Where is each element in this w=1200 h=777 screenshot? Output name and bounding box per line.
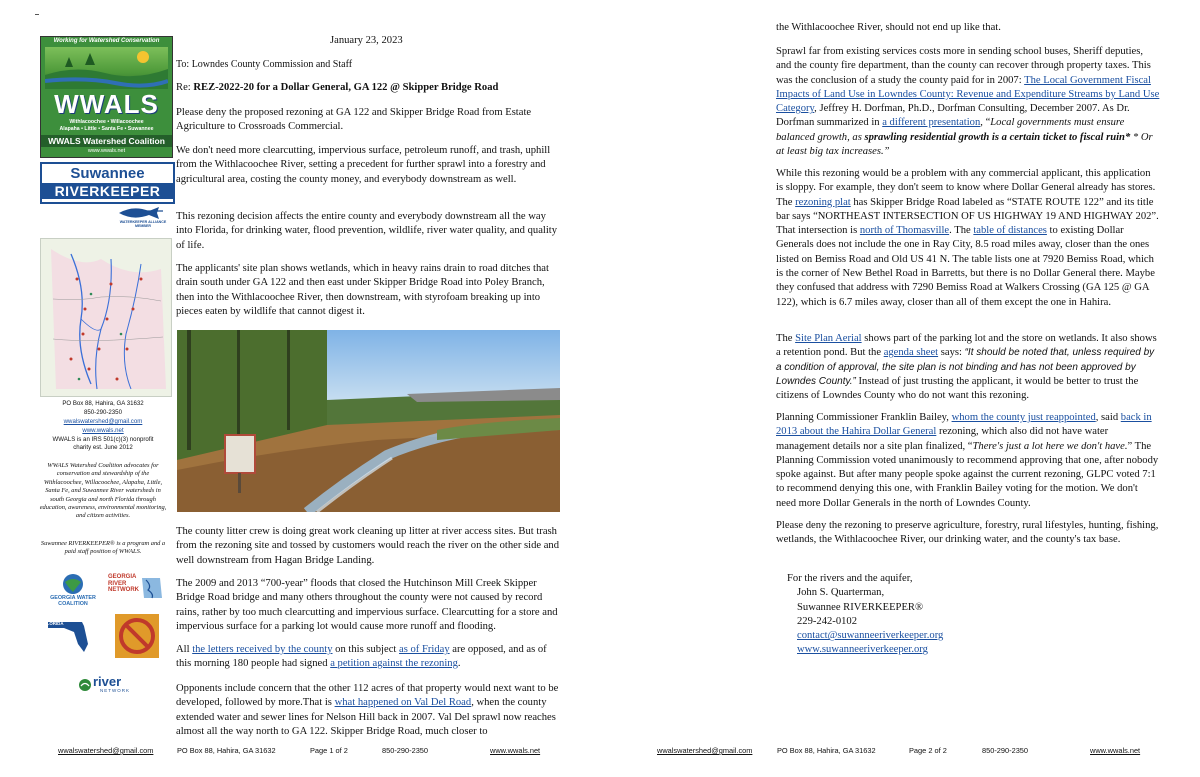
letter-to-line: To: Lowndes County Commission and Staff (176, 59, 353, 70)
p1-paragraph-6: The 2009 and 2013 “700-year” floods that closed the Hutchinson Mill Creek Skipper Bridge Road bridge and many others throughout the county were not caused by record rains, rather by too much clearcutting and impervious surface. Clearcutting for a store and impervious surface for a parking lot would cause more runoff and flooding. (176, 578, 558, 632)
p1-footer-phone: 850-290-2350 (382, 746, 429, 755)
p2-footer-phone: 850-290-2350 (982, 746, 1029, 755)
rezoning-plat-link[interactable]: rezoning plat (795, 196, 851, 208)
roadside-photo-scene (177, 330, 560, 512)
wwals-logo-coalition: WWALS Watershed Coalition (41, 135, 172, 147)
wk-florida-label: WATERKEEPERS FLORIDA (44, 616, 81, 626)
p2-1-italic-2: * Or at least big tax increases.” (776, 131, 1153, 158)
sidebar-riverkeeper-note: Suwannee RIVERKEEPER® is a program and a paid staff position of WWALS. (40, 540, 166, 556)
p1-paragraph-1: Please deny the proposed rezoning at GA 122 and Skipper Bridge Road from Estate Agriculture to Crossroads Commercial. (176, 107, 532, 133)
sidebar-web-link[interactable]: www.wwals.net (82, 427, 124, 434)
agenda-sheet-link[interactable]: agenda sheet (883, 347, 939, 359)
waterkeeper-member-label: WATERKEEPER ALLIANCE MEMBER (119, 220, 167, 229)
p1-paragraph-2: We don't need more clearcutting, impervious surface, petroleum runoff, and trash, uphill from the Withlacoochee River, setting a precedent for further sprawl into a forestry and agricultural area, costing the county money, and everybody downstream as well. (176, 145, 551, 185)
suwannee-logo-bottom: RIVERKEEPER (42, 183, 173, 199)
wwals-logo-url: www.wwals.net (87, 148, 126, 154)
p2-4-text-b: , said (1095, 412, 1121, 423)
val-del-road-link[interactable]: what happened on Val Del Road (334, 697, 472, 709)
p2-4-text-d: ” The Planning Commission voted unanimously to recommend approving that one, after nobody spoke against. But after many people spoke against the current rezoning, GLPC voted 7:1 to recommend denying this one, with Franklin Bailey voting for the motion. We don't need more Dollar Generals in the north of Lowndes County. (776, 440, 1159, 509)
p2-4-text-c: rezoning, which also did not have water management details nor a site plan finalized, “ (776, 426, 1109, 452)
wwals-logo-art (45, 47, 168, 89)
prohibited-icon (115, 614, 159, 658)
fiscal-impacts-study-link[interactable]: The Local Government Fiscal Impacts of Land Use in Lowndes County: Revenue and Expenditure Streams by Land Use Category (776, 74, 1160, 115)
p2-1-text-c: , “ (980, 117, 991, 129)
different-presentation-link[interactable]: a different presentation (882, 117, 981, 129)
signer-name: John S. Quarterman, (797, 587, 885, 599)
p8-text-a: Opponents include concern that the other 112 acres of that property would next want to be developed, followed by more.That is (176, 683, 559, 709)
signer-title: Suwannee RIVERKEEPER® (797, 601, 924, 613)
p2-paragraph-3 (776, 332, 1160, 403)
sidebar-email-link[interactable]: wwalswatershed@gmail.com (63, 418, 143, 425)
p1-paragraph-5: The county litter crew is doing great work cleaning up litter at river access sites. But trash from the rezoning site and tossed by customers would reach the river on the other side and well downstream from Hagan Bridge Landing. (176, 526, 560, 566)
p1-paragraph-4: The applicants' site plan shows wetlands, which in heavy rains drain to road ditches that drain south under GA 122 and then east under Skipper Bridge Road into Poley Branch, then into the Withlacoochee River, then downstream, with styrofoam breaking up into pieces eaten by wildlife that cannot digest it. (176, 263, 549, 317)
georgia-river-network-logo (108, 574, 164, 604)
signature-block (787, 572, 1147, 658)
p2-footer-address: PO Box 88, Hahira, GA 31632 (777, 746, 876, 755)
p2-1-bold-italic: sprawling residential growth is a certain ticket to fiscal ruin* (864, 131, 1133, 143)
sidebar-irs-note: WWALS is an IRS 501(c)(3) nonprofit charity est. June 2012 (52, 436, 154, 452)
p7-text-b: on this subject (332, 644, 400, 655)
p2-3-text-d: Instead of just trusting the applicant, it would be better to trust the citizens of Lowndes County who do not want this rezoning. (776, 375, 1139, 402)
p2-footer-email[interactable]: wwalswatershed@gmail.com (657, 746, 753, 755)
p2-2-text-a: While this rezoning would be a problem with any commercial applicant, this application is sloppy. For example, they don't seem to know where Dollar General already has stores. The (776, 168, 1156, 208)
p1-footer-address: PO Box 88, Hahira, GA 31632 (177, 746, 276, 755)
letter-date: January 23, 2023 (330, 35, 403, 46)
grn-label: GEORGIA RIVER NETWORK (108, 574, 139, 594)
wwals-logo (40, 36, 173, 158)
p2-paragraph-1 (776, 45, 1160, 159)
roadside-ditch-photo (177, 330, 560, 512)
p2-paragraph-0: the Withlacoochee River, should not end up like that. (776, 22, 1001, 33)
reappointed-link[interactable]: whom the county just reappointed (951, 412, 1096, 423)
p2-4-text-a: Planning Commissioner Franklin Bailey, (776, 412, 952, 423)
p2-2-text-c: . The (949, 225, 974, 237)
no-sabal-trail-logo (115, 614, 159, 658)
river-network-logo (78, 674, 132, 696)
p1-paragraph-7 (176, 643, 562, 672)
drop-swirl-icon (78, 678, 92, 692)
petition-link[interactable]: a petition against the rezoning (330, 658, 458, 670)
fish-icon (115, 205, 171, 221)
waterkeeper-member-badge (115, 205, 171, 229)
watershed-map (40, 238, 172, 397)
gwc-label: GEORGIA WATER COALITION (50, 595, 96, 607)
p2-3-text-a: The (776, 333, 796, 344)
p2-1-italic: Local governments must ensure balanced growth, as (776, 117, 1125, 143)
p2-1-text-a: Sprawl far from existing services costs more in sending school buses, Sheriff deputies, and the county fire department, than the county can recover through property taxes. This was the conclusion of a study the county paid for in 2007: (776, 46, 1151, 86)
watershed-map-graphic (41, 239, 171, 396)
suwannee-logo-top: Suwannee (70, 165, 145, 182)
p2-2-text-b: has Skipper Bridge Road labeled as “STATE ROUTE 122” and its title bar says “NORTHEAST INTERSECTION OF US HIGHWAY 19 AND HIGHWAY 202”. That intersection is (776, 196, 1159, 237)
p2-footer-page: Page 2 of 2 (909, 746, 947, 755)
signer-phone: 229-242-0102 (797, 615, 858, 627)
p2-4-italic: There's just a lot here we don't have. (972, 440, 1128, 452)
p7-text-a: All (176, 644, 193, 655)
p2-paragraph-2 (776, 167, 1160, 310)
p1-footer-email[interactable]: wwalswatershed@gmail.com (58, 746, 154, 755)
as-of-friday-link[interactable]: as of Friday (399, 644, 450, 655)
re-subject: REZ-2022-20 for a Dollar General, GA 122 @ Skipper Bridge Road (193, 82, 499, 93)
p8-text-b: , when the county extended water and sewer lines for Nelson Hill back in 2007. Val Del sprawl now reaches almost all the way north to GA 122. Skipper Bridge Road, much closer to (176, 697, 556, 737)
north-of-thomasville-link[interactable]: north of Thomasville (859, 225, 950, 237)
site-plan-aerial-link[interactable]: Site Plan Aerial (795, 333, 862, 344)
wwals-logo-rivers: Withlacoochee • Willacoochee Alapaha • Little • Santa Fe • Suwannee (59, 119, 154, 132)
georgia-water-coalition-logo (52, 572, 94, 610)
river-map-icon (140, 576, 164, 600)
closing-line: For the rivers and the aquifer, (787, 573, 913, 584)
table-of-distances-link[interactable]: table of distances (973, 225, 1047, 237)
p2-paragraph-4 (776, 411, 1160, 511)
p2-3-italic-quote: “It should be noted that, unless required by a condition of approval, the site plan is not binding and has not been approved by Lowndes County.” (776, 347, 1155, 387)
p2-footer-web[interactable]: www.wwals.net (1090, 746, 1141, 755)
signer-web-link[interactable]: www.suwanneeriverkeeper.org (797, 644, 928, 656)
wwals-logo-name: WWALS (54, 89, 159, 119)
sidebar-mission: WWALS Watershed Coalition advocates for conservation and stewardship of the Withlacoochee, Willacoochee, Alapaha, Little, Santa Fe, and Suwannee River watersheds in south Georgia and north Florida through education, awareness, environmental monitoring, and citizen activities. (39, 462, 167, 520)
p7-text-d: . (457, 658, 461, 670)
river-network-name: river (93, 674, 122, 689)
globe-drop-icon (52, 572, 94, 596)
wwals-logo-tagline: Working for Watershed Conservation (53, 38, 160, 44)
river-network-sub: NETWORK (100, 688, 130, 693)
corner-mark (35, 14, 39, 15)
p2-1-text-b: , Jeffrey H. Dorfman, Ph.D., Dorfman Consulting, December 2007. As Dr. Dorfman summarized in (776, 103, 1130, 129)
p2-paragraph-5: Please deny the rezoning to preserve agriculture, forestry, rural lifestyles, hunting, fishing, wetlands, the Withlacoochee River, our drinking water, and the county's tax base. (776, 520, 1159, 546)
p1-paragraph-3: This rezoning decision affects the entire county and everybody downstream all the way into Florida, for drinking water, flood prevention, wildlife, river water quality, and quality of life. (176, 211, 558, 251)
suwannee-riverkeeper-logo (40, 162, 175, 204)
hahira-dollar-general-link[interactable]: back in 2013 about the Hahira Dollar General (776, 412, 1152, 438)
signer-email-link[interactable]: contact@suwanneeriverkeeper.org (797, 630, 944, 642)
letter-re-line (176, 82, 498, 93)
p7-text-c: are opposed, and as of this morning 180 people had signed (176, 644, 547, 670)
p2-2-text-d: to existing Dollar Generals does not include the one in Ray City, 8.5 road miles away, closer than the ones listed on Bemiss Road and Old US 41 N. The table lists one at 7920 Bemiss Road, which is the corner of New Bethel Road in Barretts, but there is no Dollar General there. Maybe they confused that address with 7290 Bemiss Road at Walkers Crossing (GA 125 @ GA 122), which is 6.7 miles away, closer than all of them except the one in Hahira. (776, 225, 1155, 308)
letters-received-link[interactable]: the letters received by the county (192, 644, 333, 655)
p1-paragraph-8 (176, 682, 562, 739)
re-prefix: Re: (176, 82, 194, 93)
waterkeepers-florida-logo (44, 614, 100, 654)
p1-footer-web[interactable]: www.wwals.net (490, 746, 541, 755)
p1-footer-page: Page 1 of 2 (310, 746, 348, 755)
sidebar-phone: 850-290-2350 (84, 409, 122, 416)
p2-3-text-b: shows part of the parking lot and the store on wetlands. It also shows a retention pond. But the (776, 333, 1157, 359)
sidebar-address: PO Box 88, Hahira, GA 31632 (62, 400, 144, 407)
p2-3-text-c: says: (938, 347, 965, 359)
wwals-landscape-icon (45, 47, 168, 89)
